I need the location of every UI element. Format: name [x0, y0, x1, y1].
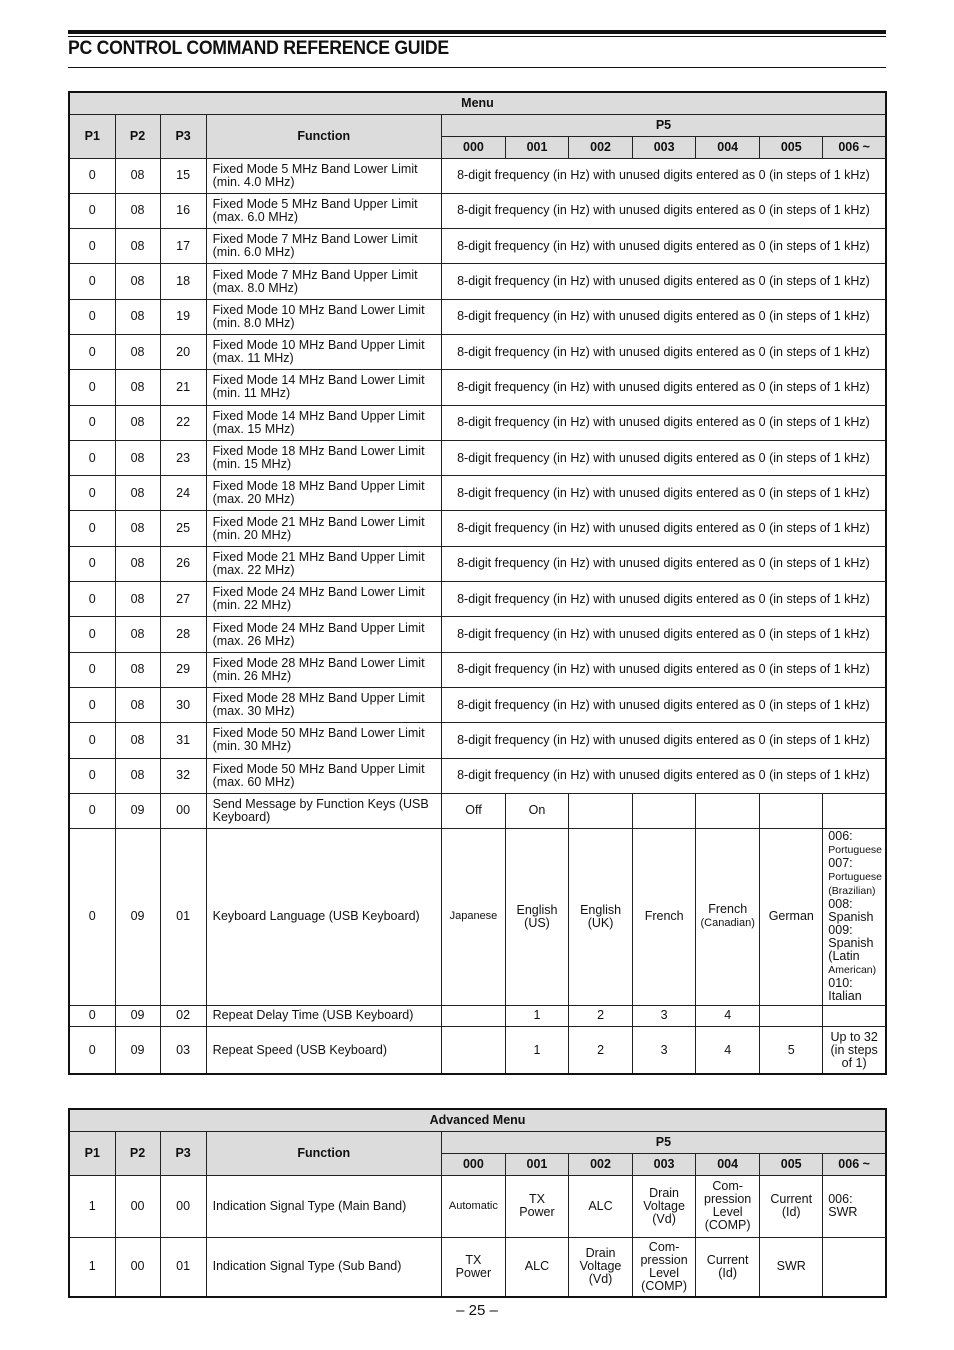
- table-row: [69, 793, 886, 828]
- header-col-002: 002: [568, 1153, 632, 1175]
- cell-p1: 0: [69, 264, 115, 299]
- cell-p1: 1: [69, 1175, 115, 1237]
- cell-p3: 32: [160, 758, 206, 793]
- cell-function: Fixed Mode 18 MHz Band Upper Limit (max. 20 MHz): [206, 476, 441, 511]
- cell-p2: 09: [115, 828, 160, 1005]
- cell-p2: 08: [115, 264, 160, 299]
- cell-p3: 17: [160, 229, 206, 264]
- header-col-000: 000: [441, 1153, 505, 1175]
- cell-p1: 0: [69, 582, 115, 617]
- cell-004: Current (Id): [696, 1237, 760, 1297]
- table-row: [69, 1005, 886, 1026]
- cell-function: Fixed Mode 28 MHz Band Upper Limit (max. 30 MHz): [206, 687, 441, 722]
- cell-p5-description: 8-digit frequency (in Hz) with unused digits entered as 0 (in steps of 1 kHz): [441, 370, 886, 405]
- cell-p3: 01: [160, 828, 206, 1005]
- cell-p2: 08: [115, 440, 160, 475]
- cell-005: Current (Id): [760, 1175, 823, 1237]
- cell-004: French (Canadian): [696, 828, 760, 1005]
- cell-p3: 01: [160, 1237, 206, 1297]
- cell-function: Fixed Mode 28 MHz Band Lower Limit (min. 26 MHz): [206, 652, 441, 687]
- table-row: [69, 828, 886, 1005]
- header-col-006: 006 ~: [823, 136, 886, 158]
- cell-p2: 08: [115, 511, 160, 546]
- cell-p3: 31: [160, 723, 206, 758]
- cell-000: Off: [441, 793, 505, 828]
- cell-p1: 0: [69, 193, 115, 228]
- cell-p1: 0: [69, 758, 115, 793]
- cell-006: 006: Portuguese 007: Portuguese (Brazilian) 008: Spanish 009: Spanish (Latin American) 010: Italian: [823, 828, 886, 1005]
- menu-caption: Menu: [69, 92, 886, 114]
- header-p2: P2: [115, 114, 160, 158]
- table-row: [69, 1237, 886, 1297]
- table-row: [69, 440, 886, 475]
- cell-p3: 00: [160, 1175, 206, 1237]
- cell-004: Com- pression Level (COMP): [696, 1175, 760, 1237]
- cell-003: 3: [633, 1026, 696, 1074]
- advanced-menu-table: [68, 1108, 887, 1298]
- table-row: [69, 687, 886, 722]
- cell-p2: 00: [115, 1237, 160, 1297]
- cell-p1: 0: [69, 476, 115, 511]
- menu-table: [68, 91, 887, 1075]
- cell-p3: 15: [160, 158, 206, 193]
- cell-p1: 0: [69, 687, 115, 722]
- cell-001: 1: [505, 1005, 568, 1026]
- header-p1: P1: [69, 114, 115, 158]
- cell-p5-description: 8-digit frequency (in Hz) with unused digits entered as 0 (in steps of 1 kHz): [441, 193, 886, 228]
- cell-p3: 02: [160, 1005, 206, 1026]
- table-row: [69, 229, 886, 264]
- cell-function: Send Message by Function Keys (USB Keyboard): [206, 793, 441, 828]
- cell-003: Drain Voltage (Vd): [633, 1175, 696, 1237]
- cell-p3: 20: [160, 334, 206, 369]
- cell-002: English (UK): [569, 828, 633, 1005]
- table-row: [69, 546, 886, 581]
- cell-p2: 08: [115, 652, 160, 687]
- cell-001: TX Power: [505, 1175, 568, 1237]
- cell-p1: 0: [69, 828, 115, 1005]
- table-row: [69, 476, 886, 511]
- cell-005: SWR: [760, 1237, 823, 1297]
- cell-function: Fixed Mode 10 MHz Band Lower Limit (min. 8.0 MHz): [206, 299, 441, 334]
- cell-p2: 08: [115, 582, 160, 617]
- cell-function: Fixed Mode 14 MHz Band Upper Limit (max. 15 MHz): [206, 405, 441, 440]
- header-col-004: 004: [696, 1153, 760, 1175]
- header-col-006: 006 ~: [823, 1153, 886, 1175]
- cell-p3: 30: [160, 687, 206, 722]
- table-row: [69, 405, 886, 440]
- table-row: [69, 1175, 886, 1237]
- cell-p2: 08: [115, 158, 160, 193]
- cell-001: 1: [505, 1026, 568, 1074]
- cell-function: Fixed Mode 5 MHz Band Lower Limit (min. 4.0 MHz): [206, 158, 441, 193]
- cell-p1: 0: [69, 440, 115, 475]
- cell-p1: 0: [69, 723, 115, 758]
- cell-002: Drain Voltage (Vd): [568, 1237, 632, 1297]
- cell-function: Fixed Mode 14 MHz Band Lower Limit (min. 11 MHz): [206, 370, 441, 405]
- cell-p1: 0: [69, 405, 115, 440]
- cell-002: ALC: [568, 1175, 632, 1237]
- table-row: [69, 1026, 886, 1074]
- cell-function: Fixed Mode 24 MHz Band Upper Limit (max. 26 MHz): [206, 617, 441, 652]
- cell-function: Repeat Delay Time (USB Keyboard): [206, 1005, 441, 1026]
- table-row: [69, 299, 886, 334]
- cell-p5-description: 8-digit frequency (in Hz) with unused digits entered as 0 (in steps of 1 kHz): [441, 229, 886, 264]
- cell-004: 4: [696, 1026, 760, 1074]
- cell-p5-description: 8-digit frequency (in Hz) with unused digits entered as 0 (in steps of 1 kHz): [441, 546, 886, 581]
- table-row: [69, 617, 886, 652]
- cell-p5-description: 8-digit frequency (in Hz) with unused digits entered as 0 (in steps of 1 kHz): [441, 264, 886, 299]
- cell-p5-description: 8-digit frequency (in Hz) with unused digits entered as 0 (in steps of 1 kHz): [441, 582, 886, 617]
- table-row: [69, 652, 886, 687]
- cell-p3: 03: [160, 1026, 206, 1074]
- cell-p1: 0: [69, 546, 115, 581]
- header-col-001: 001: [505, 1153, 568, 1175]
- cell-function: Fixed Mode 10 MHz Band Upper Limit (max. 11 MHz): [206, 334, 441, 369]
- cell-005: 5: [760, 1026, 823, 1074]
- header-col-005: 005: [760, 136, 823, 158]
- advanced-menu-caption: Advanced Menu: [69, 1109, 886, 1131]
- cell-p5-description: 8-digit frequency (in Hz) with unused digits entered as 0 (in steps of 1 kHz): [441, 617, 886, 652]
- cell-p5-description: 8-digit frequency (in Hz) with unused digits entered as 0 (in steps of 1 kHz): [441, 405, 886, 440]
- cell-function: Fixed Mode 18 MHz Band Lower Limit (min. 15 MHz): [206, 440, 441, 475]
- cell-006: 006: SWR: [823, 1175, 886, 1237]
- cell-p5-description: 8-digit frequency (in Hz) with unused digits entered as 0 (in steps of 1 kHz): [441, 758, 886, 793]
- header-col-005: 005: [760, 1153, 823, 1175]
- cell-p5-description: 8-digit frequency (in Hz) with unused digits entered as 0 (in steps of 1 kHz): [441, 334, 886, 369]
- cell-p3: 26: [160, 546, 206, 581]
- header-p2: P2: [115, 1131, 160, 1175]
- cell-000: TX Power: [441, 1237, 505, 1297]
- header-col-002: 002: [569, 136, 633, 158]
- table-row: [69, 264, 886, 299]
- cell-p3: 19: [160, 299, 206, 334]
- cell-p3: 16: [160, 193, 206, 228]
- cell-p1: 0: [69, 511, 115, 546]
- cell-function: Fixed Mode 5 MHz Band Upper Limit (max. 6.0 MHz): [206, 193, 441, 228]
- cell-p2: 08: [115, 476, 160, 511]
- cell-function: Fixed Mode 7 MHz Band Lower Limit (min. 6.0 MHz): [206, 229, 441, 264]
- cell-p1: 0: [69, 617, 115, 652]
- cell-001: On: [505, 793, 568, 828]
- table-row: [69, 193, 886, 228]
- cell-p2: 00: [115, 1175, 160, 1237]
- cell-p1: 0: [69, 299, 115, 334]
- cell-p2: 08: [115, 334, 160, 369]
- top-rule: [68, 30, 886, 34]
- header-function: Function: [206, 114, 441, 158]
- cell-p1: 0: [69, 334, 115, 369]
- header-col-003: 003: [633, 1153, 696, 1175]
- cell-p3: 29: [160, 652, 206, 687]
- cell-p3: 27: [160, 582, 206, 617]
- header-col-004: 004: [696, 136, 760, 158]
- cell-p2: 08: [115, 193, 160, 228]
- cell-003: Com- pression Level (COMP): [633, 1237, 696, 1297]
- cell-function: Indication Signal Type (Sub Band): [206, 1237, 441, 1297]
- cell-p3: 00: [160, 793, 206, 828]
- cell-function: Fixed Mode 50 MHz Band Lower Limit (min. 30 MHz): [206, 723, 441, 758]
- cell-function: Indication Signal Type (Main Band): [206, 1175, 441, 1237]
- cell-function: Repeat Speed (USB Keyboard): [206, 1026, 441, 1074]
- cell-p5-description: 8-digit frequency (in Hz) with unused digits entered as 0 (in steps of 1 kHz): [441, 158, 886, 193]
- cell-p5-description: 8-digit frequency (in Hz) with unused digits entered as 0 (in steps of 1 kHz): [441, 299, 886, 334]
- cell-function: Fixed Mode 7 MHz Band Upper Limit (max. 8.0 MHz): [206, 264, 441, 299]
- cell-p3: 28: [160, 617, 206, 652]
- cell-p2: 09: [115, 1026, 160, 1074]
- cell-function: Fixed Mode 21 MHz Band Upper Limit (max. 22 MHz): [206, 546, 441, 581]
- cell-001: ALC: [505, 1237, 568, 1297]
- cell-p2: 08: [115, 758, 160, 793]
- cell-002: 2: [569, 1026, 633, 1074]
- header-p5: P5: [441, 1131, 886, 1153]
- table-row: [69, 758, 886, 793]
- page-number: – 25 –: [456, 1302, 498, 1319]
- cell-p5-description: 8-digit frequency (in Hz) with unused digits entered as 0 (in steps of 1 kHz): [441, 652, 886, 687]
- cell-p3: 22: [160, 405, 206, 440]
- cell-p1: 1: [69, 1237, 115, 1297]
- cell-function: Fixed Mode 50 MHz Band Upper Limit (max. 60 MHz): [206, 758, 441, 793]
- cell-p5-description: 8-digit frequency (in Hz) with unused digits entered as 0 (in steps of 1 kHz): [441, 440, 886, 475]
- table-row: [69, 334, 886, 369]
- header-col-001: 001: [505, 136, 568, 158]
- title-rule: [68, 67, 886, 68]
- cell-p1: 0: [69, 1026, 115, 1074]
- header-p3: P3: [160, 114, 206, 158]
- cell-p2: 08: [115, 370, 160, 405]
- cell-p3: 24: [160, 476, 206, 511]
- cell-p1: 0: [69, 793, 115, 828]
- cell-p2: 08: [115, 723, 160, 758]
- cell-p1: 0: [69, 370, 115, 405]
- cell-000: Automatic: [441, 1175, 505, 1237]
- cell-function: Keyboard Language (USB Keyboard): [206, 828, 441, 1005]
- cell-p3: 23: [160, 440, 206, 475]
- cell-p1: 0: [69, 158, 115, 193]
- table-row: [69, 582, 886, 617]
- table-row: [69, 158, 886, 193]
- cell-p2: 09: [115, 793, 160, 828]
- cell-p2: 08: [115, 687, 160, 722]
- cell-p3: 25: [160, 511, 206, 546]
- cell-000: Japanese: [441, 828, 505, 1005]
- header-p3: P3: [160, 1131, 206, 1175]
- cell-003: 3: [633, 1005, 696, 1026]
- cell-p2: 09: [115, 1005, 160, 1026]
- cell-p1: 0: [69, 1005, 115, 1026]
- cell-002: 2: [569, 1005, 633, 1026]
- cell-p1: 0: [69, 229, 115, 264]
- cell-function: Fixed Mode 21 MHz Band Lower Limit (min. 20 MHz): [206, 511, 441, 546]
- cell-p5-description: 8-digit frequency (in Hz) with unused digits entered as 0 (in steps of 1 kHz): [441, 476, 886, 511]
- page-title: PC CONTROL COMMAND REFERENCE GUIDE: [68, 38, 449, 59]
- cell-p1: 0: [69, 652, 115, 687]
- cell-p3: 18: [160, 264, 206, 299]
- top-rule-thin: [68, 36, 886, 37]
- cell-006: Up to 32 (in steps of 1): [823, 1026, 886, 1074]
- table-row: [69, 723, 886, 758]
- table-row: [69, 511, 886, 546]
- cell-function: Fixed Mode 24 MHz Band Lower Limit (min. 22 MHz): [206, 582, 441, 617]
- header-col-000: 000: [441, 136, 505, 158]
- cell-004: 4: [696, 1005, 760, 1026]
- cell-p2: 08: [115, 405, 160, 440]
- cell-p2: 08: [115, 546, 160, 581]
- cell-p5-description: 8-digit frequency (in Hz) with unused digits entered as 0 (in steps of 1 kHz): [441, 723, 886, 758]
- cell-p3: 21: [160, 370, 206, 405]
- cell-p2: 08: [115, 617, 160, 652]
- table-row: [69, 370, 886, 405]
- cell-003: French: [633, 828, 696, 1005]
- header-col-003: 003: [633, 136, 696, 158]
- header-function: Function: [206, 1131, 441, 1175]
- cell-005: German: [760, 828, 823, 1005]
- cell-p2: 08: [115, 229, 160, 264]
- cell-p5-description: 8-digit frequency (in Hz) with unused digits entered as 0 (in steps of 1 kHz): [441, 687, 886, 722]
- header-p5: P5: [441, 114, 886, 136]
- cell-001: English (US): [505, 828, 568, 1005]
- header-p1: P1: [69, 1131, 115, 1175]
- cell-p5-description: 8-digit frequency (in Hz) with unused digits entered as 0 (in steps of 1 kHz): [441, 511, 886, 546]
- cell-p2: 08: [115, 299, 160, 334]
